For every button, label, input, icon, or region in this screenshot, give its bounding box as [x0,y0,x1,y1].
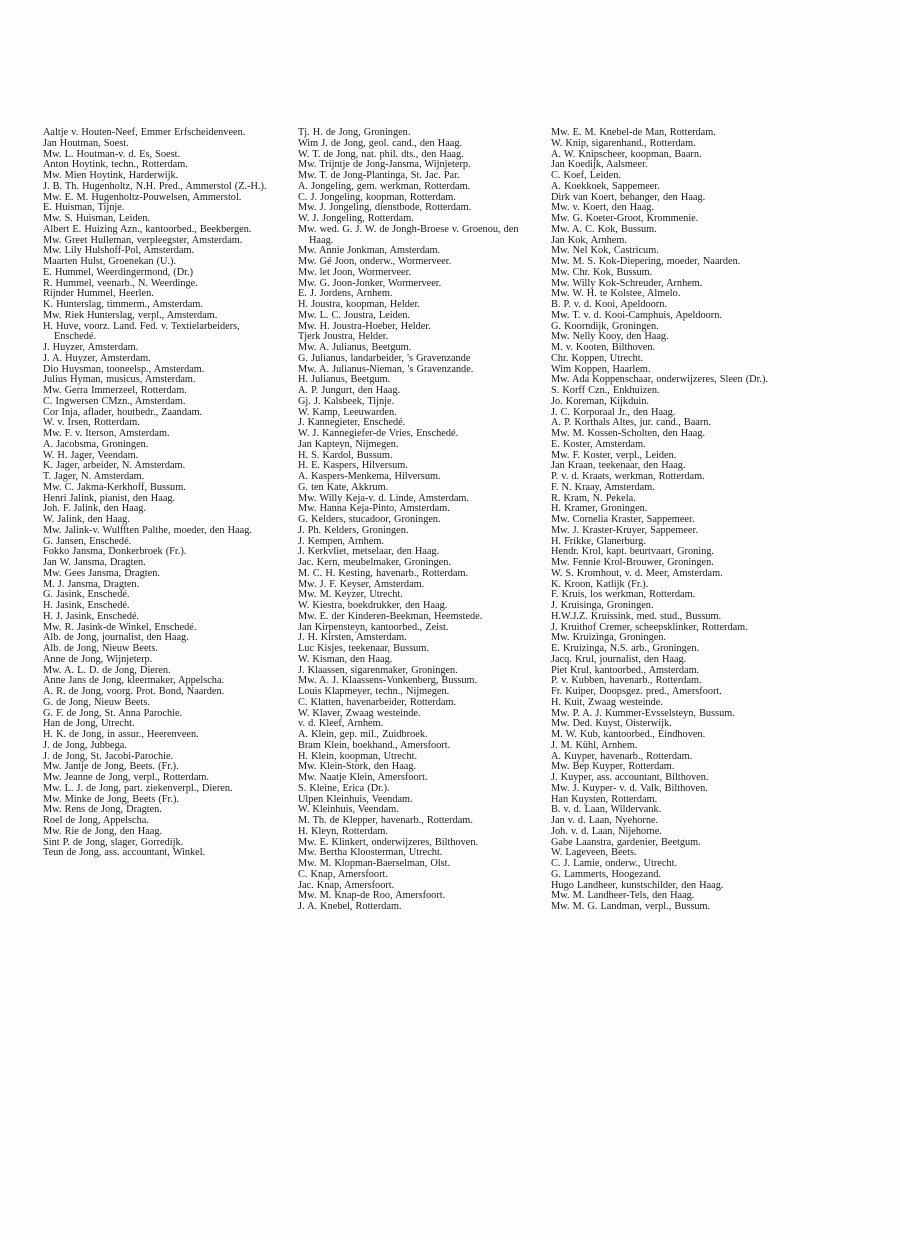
list-entry: Jan Houtman, Soest. [43,137,129,149]
list-entry: H. Kuit, Zwaag westeinde. [551,696,663,708]
list-entry: H. Kramer, Groningen. [551,503,648,515]
list-entry: P. v. Kubben, havenarb., Rotterdam. [551,675,702,687]
list-entry: J. Kempen, Arnhem. [298,535,384,547]
list-entry: Mw. Bep Kuyper, Rotterdam. [551,761,675,773]
list-entry: C. J. Lamie, onderw., Utrecht. [551,858,678,869]
list-entry: C. Ingwersen CMzn., Amsterdam. [43,395,186,407]
list-entry: W. Klaver, Zwaag westeinde. [298,707,421,719]
list-entry: M. C. H. Kesting, havenarb., Rotterdam. [298,567,469,579]
list-entry: B. P. v. d. Kooi, Apeldoorn. [551,299,667,310]
list-entry: Henri Jalink, pianist, den Haag. [43,492,176,504]
list-entry: Wim Koppen, Haarlem. [551,363,651,375]
list-entry: Mw. M. Keyzer, Utrecht. [298,589,403,601]
list-entry: Mw. T. v. d. Kooi-Camphuis, Apeldoorn. [551,309,722,321]
list-entry: J. A. Knebel, Rotterdam. [298,901,402,912]
list-entry: A. Klein, gep. mil., Zuidbroek. [298,729,428,740]
list-entry: S. Korff Czn., Enkhuizen. [551,385,660,396]
list-entry: Mw. Chr. Kok, Bussum. [551,266,653,278]
list-entry: Mw. Rie de Jong, den Haag. [43,825,163,837]
list-entry: W. Jalink, den Haag. [43,514,130,525]
list-entry: J. Ph. Kelders, Groningen. [298,524,409,536]
list-entry: Mw. Gerra Immerzeel, Rotterdam. [43,385,187,396]
list-entry: Jan Kok, Arnhem. [551,234,627,246]
list-entry: Mw. Minke de Jong, Beets (Fr.). [43,793,179,805]
list-entry: W. Lageveen, Beets. [551,847,637,859]
list-entry: W. H. Jager, Veendam. [43,449,139,461]
list-entry: H. K. de Jong, in assur., Heerenveen. [43,729,199,740]
list-entry: W. T. de Jong, nat. phil. dts., den Haag. [298,148,464,160]
list-entry: Chr. Koppen, Utrecht. [551,352,644,364]
list-entry: Alb. de Jong, journalist, den Haag. [43,632,189,644]
list-entry: Mw. Jeanne de Jong, verpl., Rotterdam. [43,772,209,783]
list-entry: Hugo Landheer, kunstschilder, den Haag. [551,879,724,891]
list-entry: Jan Kraan, teekenaar, den Haag. [551,460,686,472]
list-entry: Mw. A. C. Kok, Bussum. [551,223,657,235]
list-entry: C. Koef, Leiden. [551,170,621,181]
list-entry: Roel de Jong, Appelscha. [43,815,149,826]
list-entry: Ulpen Kleinhuis, Veendam. [298,793,413,805]
list-entry: Mw. A. L. D. de Jong, Dieren. [43,664,171,676]
list-entry: H. Joustra, koopman, Helder. [298,299,420,310]
list-entry: A. Kaspers-Menkema, Hilversum. [298,471,441,482]
list-entry: W. S. Kromhout, v. d. Meer, Amsterdam. [551,567,723,579]
list-entry: Mw. Willy Kok-Schreuder, Arnhem. [551,277,703,289]
list-entry: Mw. R. Jasink-de Winkel, Enschedé. [43,621,197,633]
list-entry: K. Hunterslag, timmerm., Amsterdam. [43,299,203,310]
list-entry: Bram Klein, boekhand., Amersfoort. [298,739,451,751]
list-entry: Mw. Hanna Keja-Pinto, Amsterdam. [298,503,450,515]
list-entry: Mw. E. M. Hugenholtz-Pouwelsen, Ammerstol. [43,191,242,203]
list-entry: Alb. de Jong, Nieuw Beets. [43,643,158,654]
list-entry: A. Kuyper, havenarb., Rotterdam. [551,750,693,762]
list-entry: Mw. J. Kraster-Kruyer, Sappemeer. [551,524,698,536]
list-entry: Mw. Nelly Kooy, den Haag. [551,331,669,343]
list-entry: H. Julianus, Beetgum. [298,374,391,386]
list-entry: Teun de Jong, ass. accountant, Winkel. [43,847,206,859]
list-entry: Mw. Trijntje de Jong-Jansma, Wijnjeterp. [298,159,471,171]
list-entry: Jan W. Jansma, Dragten. [43,557,146,568]
list-entry: Dio Huysman, tooneelsp., Amsterdam. [43,363,205,375]
list-entry: Jan Kirpensteyn, kantoorbed., Zeist. [298,621,449,633]
list-entry: Mw. P. A. J. Kummer-Evsselsteyn, Bussum. [551,707,735,719]
list-entry: H. Frikke, Glanerburg. [551,535,646,547]
list-entry: C. Klatten, havenarbeider, Rotterdam. [298,696,457,708]
list-entry: Louis Klapmeyer, techn., Nijmegen. [298,686,450,697]
list-entry: W. Kleinhuis, Veendam. [298,804,399,816]
list-entry: Mw. F. v. Iterson, Amsterdam. [43,428,170,439]
list-entry: Mw. J. F. Keyser, Amsterdam. [298,578,425,590]
list-entry: Rijnder Hummel, Heerlen. [43,288,154,300]
list-entry: Jan Koedijk, Aalsmeer. [551,159,648,171]
list-entry: G. ten Kate, Akkrum. [298,481,389,493]
list-entry: G. Julianus, landarbeider, 's Gravenzande [298,352,471,364]
list-entry: G. Kelders, stucadoor, Groningen. [298,514,441,525]
list-entry: Mw. L. Houtman-v. d. Es, Soest. [43,148,181,160]
list-entry: F. Kruis, los werkman, Rotterdam. [551,589,696,601]
list-entry: J. Kuyper, ass. accountant, Bilthoven. [551,772,709,783]
list-entry: Mw. Fennie Krol-Brouwer, Groningen. [551,557,714,568]
list-entry: Dirk van Koert, behanger, den Haag. [551,191,706,203]
list-entry: E. Kruizinga, N.S. arb., Groningen. [551,643,700,654]
list-entry: Mw. Jantje de Jong, Beets. (Fr.). [43,761,179,773]
list-entry: Jo. Koreman, Kijkduin. [551,395,649,407]
list-entry: W. v. Irsen, Rotterdam. [43,417,140,429]
list-entry: Mw. H. Joustra-Hoeber, Helder. [298,320,431,332]
list-entry: K. Kroon, Katlijk (Fr.). [551,578,649,590]
list-entry: Mw. Jalink-v. Wulfften Palthe, moeder, den Haag. [43,524,252,536]
list-entry: Mw. A. J. Klaassens-Vonkenberg, Bussum. [298,675,478,687]
list-entry: Mw. M. Knap-de Roo, Amersfoort. [298,890,446,902]
list-entry: Mw. wed. G. J. W. de Jongh-Broese v. Groenou, den Haag. [298,223,519,246]
list-entry: H.W.J.Z. Kruissink, med. stud., Bussum. [551,610,722,622]
list-entry: R. Kram, N. Pekela. [551,492,636,504]
list-entry: A. P. Korthals Altes, jur. cand., Baarn. [551,417,712,429]
list-entry: S. Kleine, Erica (Dr.). [298,782,390,794]
list-entry: Fokko Jansma, Donkerbroek (Fr.). [43,546,187,558]
list-entry: M. W. Kub, kantoorbed., Eindhoven. [551,729,706,740]
list-entry: R. Hummel, veenarb., N. Weerdinge. [43,277,198,289]
list-entry: Mw. J. Kuyper- v. d. Valk, Bilthoven. [551,782,708,794]
list-entry: Mw. C. Jakma-Kerkhoff, Bussum. [43,481,186,493]
list-entry: Cor Inja, aflader, houtbedr., Zaandam. [43,406,203,418]
list-entry: H. Huve, voorz. Land. Fed. v. Textielarbeiders, Enschedé. [43,320,240,343]
list-entry: H. Kleyn, Rotterdam. [298,825,388,837]
list-entry: H. Klein, koopman, Utrecht. [298,750,418,762]
list-entry: Mw. F. Koster, verpl., Leiden. [551,449,677,461]
list-entry: J. H. Kirsten, Amsterdam. [298,632,407,644]
list-entry: A. P. Jungurt, den Haag. [298,385,401,396]
list-entry: Fr. Kuiper, Doopsgez. pred., Amersfoort. [551,686,722,697]
list-entry: G. Lammerts, Hoogezand. [551,868,661,880]
list-entry: Mw. T. de Jong-Plantinga, St. Jac. Par. [298,170,460,181]
list-entry: Jacq. Krul, journalist, den Haag. [551,653,687,665]
list-entry: H. S. Kardol, Bussum. [298,449,393,461]
list-entry: Mw. G. Koeter-Groot, Krommenie. [551,213,699,224]
list-entry: Jan v. d. Laan, Nyehorne. [551,815,659,826]
list-entry: Luc Kisjes, teekenaar, Bussum. [298,643,429,654]
name-list-column-3 [551,128,791,913]
list-entry: W. Kiestra, boekdrukker, den Haag. [298,600,448,611]
list-entry: Albert E. Huizing Azn., kantoorbed., Beekbergen. [43,223,252,235]
list-entry: Mw. W. H. te Kolstee, Almelo. [551,288,681,300]
list-entry: Mw. Rens de Jong, Dragten. [43,804,162,816]
list-entry: Hendr. Krol, kapt. beurtvaart, Groning. [551,546,714,558]
list-entry: Mw. S. Huisman, Leiden. [43,213,150,224]
list-entry: Mw. Greet Hulleman, verpleegster, Amsterdam. [43,234,243,246]
list-entry: Mw. Klein-Stork, den Haag. [298,761,417,773]
name-list-column-1 [43,128,281,859]
list-entry: Mw. Bertha Kloosterman, Utrecht. [298,847,443,859]
list-entry: Mw. Naatje Klein, Amersfoort. [298,772,428,783]
list-entry: Mw. Gé Joon, onderw., Wormerveer. [298,256,452,267]
list-entry: Tjerk Joustra, Helder. [298,331,389,343]
list-entry: Maarten Hulst, Groenekan (U.). [43,256,177,267]
list-entry: K. Jager, arbeider, N. Amsterdam. [43,460,186,472]
list-entry: W. J. Jongeling, Rotterdam. [298,213,414,224]
list-entry: Jac. Knap, Amersfoort. [298,879,395,891]
list-entry: H. Jasink, Enschedé. [43,600,130,611]
list-entry: Mw. M. Kossen-Scholten, den Haag. [551,428,706,439]
list-entry: A. Koekkoek, Sappemeer. [551,180,660,192]
list-entry: Mw. M. G. Landman, verpl., Bussum. [551,901,711,912]
list-entry: Mw. M. Klopman-Baerselman, Olst. [298,858,451,869]
list-entry: Julius Hyman, musicus, Amsterdam. [43,374,196,386]
list-entry: Han Kuysten, Rotterdam. [551,793,658,805]
list-entry: Jan Kapteyn, Nijmegen. [298,438,399,450]
list-entry: Mw. Lily Hulshoff-Pol, Amsterdam. [43,245,195,257]
list-entry: Joh. v. d. Laan, Nijehorne. [551,825,662,837]
list-entry: J. M. Kühl, Arnhem. [551,739,638,751]
list-entry: W. J. Kannegiefer-de Vries, Enschedé. [298,428,459,439]
list-entry: W. Knip, sigarenhand., Rotterdam. [551,137,696,149]
list-entry: Mw. Riek Hunterslag, verpl., Amsterdam. [43,309,218,321]
list-entry: Aaltje v. Houten-Neef, Emmer Erfscheidenveen. [43,127,246,138]
name-list-column-2 [298,128,535,913]
list-entry: J. A. Huyzer, Amsterdam. [43,352,151,364]
list-entry: Han de Jong, Utrecht. [43,718,135,730]
list-entry: A. R. de Jong, voorg. Prot. Bond, Naarden. [43,686,225,697]
list-entry: Anne de Jong, Wijnjeterp. [43,653,153,665]
list-entry: Jac. Kern, meubelmaker, Groningen. [298,557,451,568]
list-entry: Mw. A. Julianus, Beetgum. [298,342,412,353]
list-entry: Piet Krul, kantoorbed., Amsterdam. [551,664,700,676]
list-entry: J. Kannegieter, Enschedé. [298,417,406,429]
list-entry: Mw. Willy Keja-v. d. Linde, Amsterdam. [298,492,470,504]
list-entry: J. de Jong, St. Jacobi-Parochie. [43,750,174,762]
list-entry: A. Jacobsma, Groningen. [43,438,149,450]
list-entry: Anton Hoytink, techn., Rotterdam. [43,159,188,171]
list-entry: J. de Jong, Jubbega. [43,739,127,751]
list-entry: v. d. Kleef, Arnhem. [298,718,384,730]
list-entry: E. Koster, Amsterdam. [551,438,646,450]
list-entry: C. J. Jongeling, koopman, Rotterdam. [298,191,456,203]
list-entry: J. Kerkvliet, metselaar, den Haag. [298,546,440,558]
list-entry: C. Knap, Amersfoort. [298,868,388,880]
list-entry: Mw. Gees Jansma, Dragten. [43,567,160,579]
list-entry: Mw. Mien Hoytink, Harderwijk. [43,170,179,181]
list-entry: E. Huisman, Tijnje. [43,202,125,214]
list-entry: Mw. M. Landheer-Tels, den Haag. [551,890,695,902]
list-entry: T. Jager, N. Amsterdam. [43,471,145,482]
list-entry: E. Hummel, Weerdingermond, (Dr.) [43,266,194,278]
list-entry: Wim J. de Jong, geol. cand., den Haag. [298,137,463,149]
list-entry: J. Huyzer, Amsterdam. [43,342,139,353]
list-entry: Gj. J. Kalsbeek, Tijnje. [298,395,395,407]
list-entry: Mw. E. Klinkert, onderwijzeres, Bilthoven. [298,836,479,848]
list-entry: G. de Jong, Nieuw Beets. [43,696,150,708]
list-entry: Joh. F. Jalink, den Haag. [43,503,146,515]
list-entry: M. Th. de Klepper, havenarb., Rotterdam. [298,815,473,826]
list-entry: Gabe Laanstra, gardenier, Beetgum. [551,836,701,848]
list-entry: M. v. Kooten, Bilthoven. [551,342,656,353]
list-entry: G. Jasink, Enschedé. [43,589,130,601]
list-entry: P. v. d. Kraats, werkman, Rotterdam. [551,471,705,482]
list-entry: H. J. Jasink, Enschedé. [43,610,140,622]
list-entry: Mw. Kruizinga, Groningen. [551,632,667,644]
list-entry: H. E. Kaspers, Hilversum. [298,460,408,472]
list-entry: Mw. v. Koert, den Haag. [551,202,655,214]
list-entry: Mw. G. Joon-Jonker, Wormerveer. [298,277,442,289]
list-entry: W. Kisman, den Haag. [298,653,393,665]
list-entry: Mw. Nel Kok, Castricum. [551,245,659,257]
list-entry: Mw. E. der Kinderen-Beekman, Heemstede. [298,610,483,622]
list-entry: Mw. L. J. de Jong, part. ziekenverpl., Dieren. [43,782,233,794]
list-entry: J. Klaassen, sigarenmaker, Groningen. [298,664,458,676]
list-entry: Mw. let Joon, Wormerveer. [298,266,412,278]
list-entry: B. v. d. Laan, Wildervank. [551,804,662,816]
list-entry: Mw. E. M. Knebel-de Man, Rotterdam. [551,127,716,138]
list-entry: Tj. H. de Jong, Groningen. [298,127,411,138]
list-entry: Mw. M. S. Kok-Diepering, moeder, Naarden. [551,256,741,267]
list-entry: Anne Jans de Jong, kleermaker, Appelscha. [43,675,225,687]
list-entry: J. B. Th. Hugenholtz, N.H. Pred., Ammerstol (Z.-H.). [43,180,267,192]
list-entry: Mw. Ded. Kuyst, Oisterwijk. [551,718,672,730]
list-entry: J. Kruithof Cremer, scheepsklinker, Rotterdam. [551,621,748,633]
list-entry: A. Jongeling, gem. werkman, Rotterdam. [298,180,471,192]
list-entry: Mw. Ada Koppenschaar, onderwijzeres, Sleen (Dr.). [551,374,769,386]
list-entry: J. Kruisinga, Groningen. [551,600,654,611]
list-entry: W. Kamp, Leeuwarden. [298,406,397,418]
list-entry: G. Koorndijk, Groningen. [551,320,659,332]
list-entry: Sint P. de Jong, slager, Gorredijk. [43,836,184,848]
list-entry: M. J. Jansma, Dragten. [43,578,140,590]
list-entry: Mw. J. Jongeling, dienstbode, Rotterdam. [298,202,472,214]
list-entry: G. Jansen, Enschedé. [43,535,132,547]
list-entry: Mw. Annie Jonkman, Amsterdam. [298,245,441,257]
list-entry: J. C. Korporaal Jr., den Haag. [551,406,676,418]
list-entry: F. N. Kraay, Amsterdam. [551,481,655,493]
list-entry: Mw. L. C. Joustra, Leiden. [298,309,411,321]
list-entry: Mw. Cornelia Kraster, Sappemeer. [551,514,695,525]
list-entry: E. J. Jordens, Arnhem. [298,288,393,300]
list-entry: Mw. A. Julianus-Nieman, 's Gravenzande. [298,363,474,375]
list-entry: G. F. de Jong, St. Anna Parochie. [43,707,183,719]
list-entry: A. W. Knipscheer, koopman, Baarn. [551,148,702,160]
